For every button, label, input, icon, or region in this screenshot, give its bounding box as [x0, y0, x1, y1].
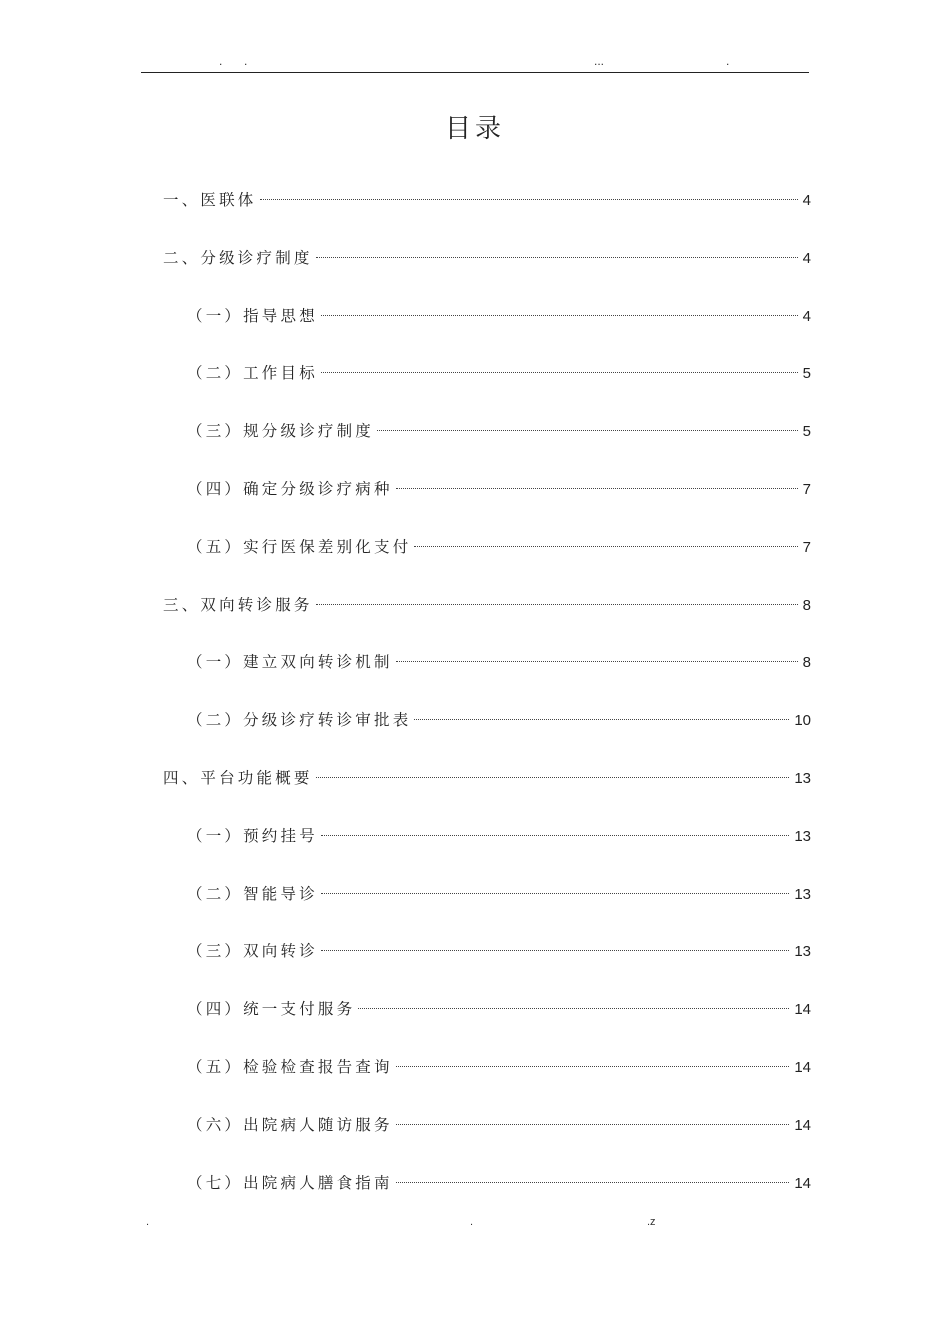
- toc-entry[interactable]: [163, 593, 811, 617]
- toc-entry-label: （五）实行医保差别化支付: [187, 538, 412, 556]
- toc-entry-page-number: 7: [802, 539, 811, 556]
- toc-entry-label: （二）智能导诊: [187, 885, 318, 903]
- toc-entry[interactable]: [187, 304, 811, 328]
- toc-dot-leader: [321, 372, 798, 373]
- toc-entry[interactable]: [163, 246, 811, 270]
- toc-entry-page-number: 14: [794, 1117, 811, 1134]
- toc-dot-leader: [396, 661, 798, 662]
- toc-entry[interactable]: [187, 650, 811, 674]
- toc-entry[interactable]: [187, 535, 811, 559]
- toc-entry-label: （二）分级诊疗转诊审批表: [187, 711, 412, 729]
- page-title: 目录: [444, 114, 505, 144]
- toc-dot-leader: [316, 777, 790, 778]
- toc-entry-label: （六）出院病人随访服务: [187, 1116, 393, 1134]
- toc-dot-leader: [321, 835, 789, 836]
- toc-entry-page-number: 14: [794, 1001, 811, 1018]
- toc-entry[interactable]: [187, 824, 811, 848]
- toc-dot-leader: [396, 1124, 790, 1125]
- toc-entry-page-number: 5: [802, 423, 811, 440]
- toc-entry-label: （三）规分级诊疗制度: [187, 422, 375, 440]
- header-mark: .: [244, 54, 248, 68]
- toc-entry-page-number: 13: [794, 886, 811, 903]
- toc-dot-leader: [260, 199, 798, 200]
- toc-entry-label: （四）确定分级诊疗病种: [187, 480, 393, 498]
- toc-entry[interactable]: [187, 997, 811, 1021]
- toc-dot-leader: [321, 315, 798, 316]
- toc-entry[interactable]: [187, 708, 811, 732]
- toc-entry-label: （一）建立双向转诊机制: [187, 653, 393, 671]
- header-mark: ...: [594, 54, 605, 68]
- toc-entry[interactable]: [187, 1113, 811, 1137]
- toc-entry[interactable]: [187, 361, 811, 385]
- header-mark: .: [726, 54, 730, 68]
- toc-dot-leader: [358, 1008, 789, 1009]
- toc-dot-leader: [316, 604, 798, 605]
- toc-entry[interactable]: [187, 419, 811, 443]
- toc-entry-page-number: 7: [802, 481, 811, 498]
- toc-entry-label: （一）预约挂号: [187, 827, 318, 845]
- footer-mark: .: [470, 1216, 474, 1228]
- toc-entry-label: （四）统一支付服务: [187, 1000, 356, 1018]
- toc-entry-page-number: 13: [794, 770, 811, 787]
- toc-dot-leader: [396, 488, 798, 489]
- toc-dot-leader: [396, 1182, 790, 1183]
- toc-entry-label: 三、双向转诊服务: [163, 596, 313, 614]
- toc-entry-label: 二、分级诊疗制度: [163, 249, 313, 267]
- toc-dot-leader: [414, 719, 789, 720]
- toc-entry-page-number: 13: [794, 828, 811, 845]
- toc-entry-page-number: 5: [802, 365, 811, 382]
- toc-entry-page-number: 10: [794, 712, 811, 729]
- toc-entry-page-number: 8: [802, 597, 811, 614]
- toc-dot-leader: [396, 1066, 790, 1067]
- header-mark: .: [219, 54, 223, 68]
- toc-entry-label: （一）指导思想: [187, 307, 318, 325]
- toc-entry[interactable]: [187, 477, 811, 501]
- toc-entry-page-number: 4: [802, 308, 811, 325]
- toc-dot-leader: [414, 546, 797, 547]
- toc-entry-page-number: 14: [794, 1059, 811, 1076]
- toc-entry[interactable]: [187, 1055, 811, 1079]
- footer-mark: .: [146, 1216, 150, 1228]
- toc-dot-leader: [316, 257, 798, 258]
- toc-entry[interactable]: [187, 1171, 811, 1195]
- toc-dot-leader: [321, 893, 789, 894]
- toc-entry-label: 一、医联体: [163, 191, 257, 209]
- toc-entry-page-number: 13: [794, 943, 811, 960]
- toc-entry-page-number: 4: [802, 250, 811, 267]
- toc-entry-label: （三）双向转诊: [187, 942, 318, 960]
- toc-entry-page-number: 4: [802, 192, 811, 209]
- toc-entry[interactable]: [163, 766, 811, 790]
- toc-entry-label: （五）检验检查报告查询: [187, 1058, 393, 1076]
- toc-entry-label: （二）工作目标: [187, 364, 318, 382]
- toc-dot-leader: [377, 430, 798, 431]
- toc-entry[interactable]: [187, 939, 811, 963]
- toc-entry-page-number: 8: [802, 654, 811, 671]
- toc-entry-label: 四、平台功能概要: [163, 769, 313, 787]
- toc-dot-leader: [321, 950, 789, 951]
- toc-entry-label: （七）出院病人膳食指南: [187, 1174, 393, 1192]
- footer-mark: .z: [647, 1216, 656, 1228]
- toc-entry[interactable]: [187, 882, 811, 906]
- toc-entry[interactable]: [163, 188, 811, 212]
- toc-entry-page-number: 14: [794, 1175, 811, 1192]
